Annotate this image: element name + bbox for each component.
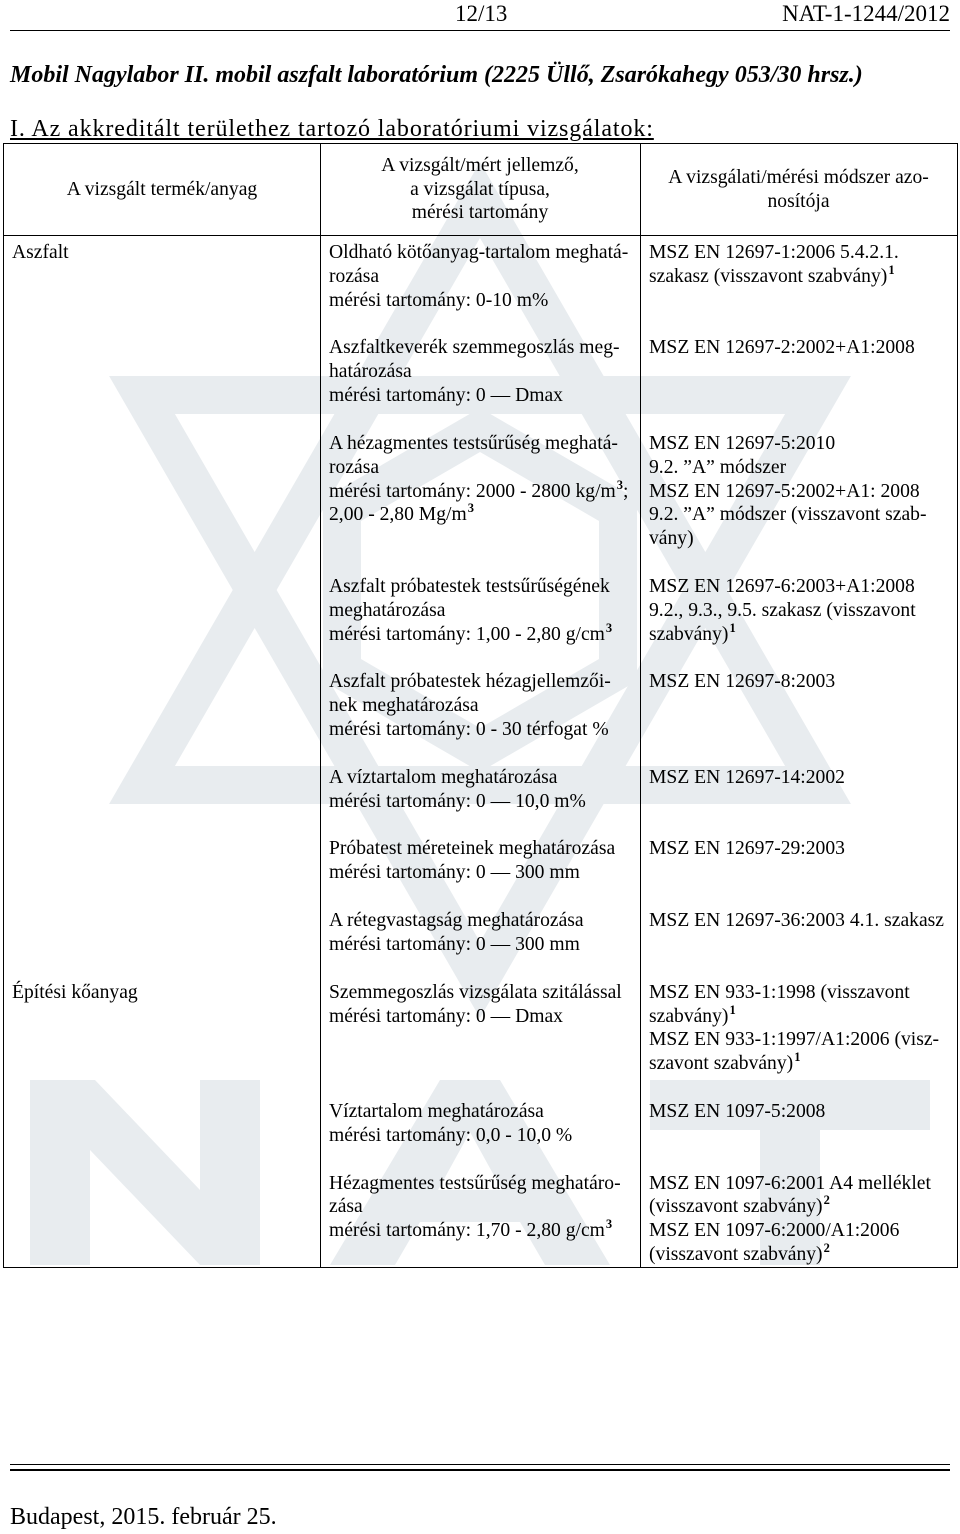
cell-line bbox=[329, 432, 640, 456]
cell-text: Hézagmentes testsűrűség meghatáro- bbox=[329, 1172, 621, 1194]
cell-text: mérési tartomány: 0-10 m% bbox=[329, 289, 549, 311]
cell-text: 9.2. ”A” módszer bbox=[649, 456, 787, 478]
cell-line bbox=[329, 265, 640, 289]
cell-line bbox=[329, 384, 640, 408]
method-cell bbox=[640, 670, 957, 742]
cell-line bbox=[329, 766, 640, 790]
property-cell bbox=[320, 837, 640, 885]
method-cell bbox=[640, 981, 957, 1076]
table-header-row bbox=[4, 144, 957, 236]
cell-text: rozása bbox=[329, 265, 380, 287]
cell-text: 9.2. ”A” módszer (visszavont szab- bbox=[649, 504, 927, 526]
cell-text: határozása bbox=[329, 361, 412, 383]
cell-text: meghatározása bbox=[329, 599, 446, 621]
property-cell bbox=[320, 909, 640, 957]
cell-line bbox=[329, 837, 640, 861]
cell-text: MSZ EN 12697-29:2003 bbox=[649, 838, 845, 860]
cell-line bbox=[329, 861, 640, 885]
product-cell bbox=[4, 981, 320, 1076]
cell-line bbox=[649, 432, 957, 456]
cell-text: A víztartalom meghatározása bbox=[329, 766, 558, 788]
cell-line bbox=[329, 981, 640, 1005]
product-cell bbox=[4, 241, 320, 313]
column-divider bbox=[320, 144, 321, 1267]
method-cell bbox=[640, 1172, 957, 1267]
property-cell bbox=[320, 766, 640, 814]
table-row bbox=[4, 837, 957, 909]
cell-line bbox=[649, 599, 957, 623]
cell-line bbox=[649, 241, 957, 265]
cell-text: MSZ EN 12697-1:2006 5.4.2.1. bbox=[649, 242, 899, 263]
cell-text: A vizsgált/mért jellemző, bbox=[381, 154, 579, 176]
header-product bbox=[4, 144, 320, 235]
cell-line bbox=[329, 909, 640, 933]
footnote-marker: 1 bbox=[729, 1002, 736, 1017]
product-cell bbox=[4, 766, 320, 814]
document-id: NAT-1-1244/2012 bbox=[782, 1, 950, 26]
method-cell bbox=[640, 432, 957, 551]
cell-text: Aszfalt próbatestek testsűrűségének bbox=[329, 576, 610, 598]
footnote-marker: 3 bbox=[616, 477, 624, 492]
cell-line bbox=[12, 241, 320, 265]
cell-text: vány) bbox=[649, 528, 694, 550]
table-row bbox=[4, 909, 957, 981]
cell-line bbox=[649, 480, 957, 504]
cell-text: A rétegvastagság meghatározása bbox=[329, 910, 584, 932]
footer-rule bbox=[10, 1464, 950, 1471]
property-cell bbox=[320, 432, 640, 551]
cell-text: MSZ EN 933-1:1997/A1:2006 (visz- bbox=[649, 1029, 940, 1051]
cell-text: MSZ EN 12697-14:2002 bbox=[649, 766, 845, 788]
cell-line bbox=[649, 262, 957, 289]
footnote-marker: 1 bbox=[729, 620, 736, 635]
cell-line bbox=[649, 909, 957, 933]
cell-line bbox=[381, 154, 579, 178]
cell-line bbox=[649, 1028, 957, 1052]
cell-line bbox=[668, 166, 929, 190]
cell-text: nek meghatározása bbox=[329, 695, 479, 717]
cell-text: A hézagmentes testsűrűség meghatá- bbox=[329, 432, 618, 454]
header-method bbox=[640, 144, 957, 235]
cell-text: szakasz (visszavont szabvány) bbox=[649, 265, 888, 287]
cell-line bbox=[329, 1005, 640, 1029]
property-cell bbox=[320, 1100, 640, 1148]
table-row bbox=[4, 432, 957, 575]
cell-text: 2,00 - 2,80 Mg/m bbox=[329, 504, 467, 526]
cell-line bbox=[649, 670, 957, 694]
cell-text: MSZ EN 12697-5:2010 bbox=[649, 432, 836, 454]
cell-line bbox=[649, 1052, 957, 1076]
method-cell bbox=[640, 909, 957, 957]
accreditation-table bbox=[3, 143, 958, 1268]
table-body bbox=[4, 236, 957, 1267]
table-row bbox=[4, 575, 957, 670]
table-row bbox=[4, 981, 957, 1100]
cell-text: A vizsgálati/mérési módszer azo- bbox=[668, 166, 929, 188]
cell-text: Oldható kötőanyag-tartalom meghatá- bbox=[329, 242, 629, 263]
cell-line bbox=[649, 766, 957, 790]
cell-text: a vizsgálat típusa, bbox=[410, 178, 550, 200]
cell-text: MSZ EN 12697-5:2002+A1: 2008 bbox=[649, 480, 920, 502]
cell-text: mérési tartomány: 0 — Dmax bbox=[329, 1005, 563, 1027]
cell-line bbox=[649, 1172, 957, 1196]
cell-line bbox=[329, 360, 640, 384]
property-cell bbox=[320, 336, 640, 408]
header-property bbox=[320, 144, 640, 235]
cell-text: mérési tartomány: 1,00 - 2,80 g/cm bbox=[329, 623, 605, 645]
cell-line bbox=[767, 190, 829, 214]
cell-line bbox=[649, 336, 957, 360]
footnote-marker: 2 bbox=[823, 1193, 830, 1208]
cell-line bbox=[329, 241, 640, 265]
cell-line bbox=[329, 599, 640, 623]
cell-line bbox=[649, 981, 957, 1005]
cell-text: Aszfalt bbox=[12, 242, 69, 263]
method-cell bbox=[640, 1100, 957, 1148]
cell-line bbox=[329, 1124, 640, 1148]
product-cell bbox=[4, 670, 320, 742]
cell-text: MSZ EN 1097-6:2000/A1:2006 bbox=[649, 1220, 900, 1242]
cell-text: mérési tartomány: 0 — 10,0 m% bbox=[329, 790, 586, 812]
cell-text: A vizsgált termék/anyag bbox=[66, 178, 258, 200]
page-number: 12/13 bbox=[455, 1, 508, 26]
method-cell bbox=[640, 575, 957, 647]
method-cell bbox=[640, 837, 957, 885]
footnote-marker: 1 bbox=[794, 1050, 801, 1065]
cell-line bbox=[649, 575, 957, 599]
property-cell bbox=[320, 575, 640, 647]
cell-text: MSZ EN 1097-5:2008 bbox=[649, 1100, 826, 1122]
cell-text: szavont szabvány) bbox=[649, 1053, 794, 1075]
cell-line bbox=[649, 1195, 957, 1219]
cell-line bbox=[329, 503, 640, 527]
cell-line bbox=[329, 1172, 640, 1196]
cell-line bbox=[329, 1219, 640, 1243]
footer-place-date: Budapest, 2015. február 25. bbox=[10, 1504, 277, 1530]
method-cell bbox=[640, 241, 957, 313]
cell-text: mérési tartomány: 0,0 - 10,0 % bbox=[329, 1124, 573, 1146]
cell-line bbox=[649, 1100, 957, 1124]
cell-text: MSZ EN 12697-36:2003 4.1. szakasz bbox=[649, 910, 944, 932]
cell-line bbox=[12, 981, 320, 1005]
table-row bbox=[4, 241, 957, 336]
cell-line bbox=[329, 670, 640, 694]
cell-text: 9.2., 9.3., 9.5. szakasz (visszavont bbox=[649, 599, 916, 621]
footnote-marker: 3 bbox=[605, 1217, 613, 1232]
table-row bbox=[4, 336, 957, 431]
product-cell bbox=[4, 909, 320, 957]
cell-line bbox=[329, 790, 640, 814]
cell-line bbox=[329, 718, 640, 742]
cell-line bbox=[329, 336, 640, 360]
property-cell bbox=[320, 981, 640, 1076]
method-cell bbox=[640, 766, 957, 814]
cell-text: Építési kőanyag bbox=[12, 981, 138, 1003]
cell-text: Aszfalt próbatestek hézagjellemzői- bbox=[329, 671, 611, 693]
product-cell bbox=[4, 432, 320, 551]
cell-text: szabvány) bbox=[649, 623, 729, 645]
product-cell bbox=[4, 1172, 320, 1267]
footnote-marker: 2 bbox=[823, 1241, 830, 1256]
cell-text: (visszavont szabvány) bbox=[649, 1196, 823, 1218]
cell-text: Víztartalom meghatározása bbox=[329, 1100, 544, 1122]
cell-line bbox=[329, 1100, 640, 1124]
cell-text: mérési tartomány: 2000 - 2800 kg/m bbox=[329, 480, 616, 502]
cell-line bbox=[329, 933, 640, 957]
cell-line bbox=[329, 477, 640, 504]
product-cell bbox=[4, 1100, 320, 1148]
cell-text: mérési tartomány: 0 — 300 mm bbox=[329, 862, 580, 884]
cell-line bbox=[649, 1219, 957, 1243]
cell-text: MSZ EN 12697-8:2003 bbox=[649, 671, 836, 693]
table-row bbox=[4, 670, 957, 765]
table-row bbox=[4, 1172, 957, 1267]
section-heading: I. Az akkreditált területhez tartozó laboratóriumi vizsgálatok: bbox=[10, 116, 654, 142]
cell-text: (visszavont szabvány) bbox=[649, 1244, 823, 1266]
cell-text: mérési tartomány: 0 - 30 térfogat % bbox=[329, 719, 609, 741]
cell-text: Szemmegoszlás vizsgálata szitálással bbox=[329, 981, 622, 1003]
footnote-marker: 3 bbox=[605, 620, 613, 635]
cell-text: mérési tartomány bbox=[411, 202, 549, 224]
cell-text: szabvány) bbox=[649, 1005, 729, 1027]
cell-text: MSZ EN 12697-6:2003+A1:2008 bbox=[649, 576, 915, 598]
property-cell bbox=[320, 1172, 640, 1267]
cell-line bbox=[67, 178, 257, 202]
cell-text: Próbatest méreteinek meghatározása bbox=[329, 838, 616, 860]
cell-line bbox=[410, 178, 550, 202]
table-row bbox=[4, 766, 957, 838]
laboratory-title: Mobil Nagylabor II. mobil aszfalt laboratórium (2225 Üllő, Zsarókahegy 053/30 hrsz.) bbox=[10, 62, 863, 88]
cell-text: nosítója bbox=[767, 190, 830, 212]
cell-line bbox=[329, 289, 640, 313]
cell-line bbox=[412, 201, 549, 225]
cell-text: rozása bbox=[329, 456, 380, 478]
cell-line bbox=[649, 1243, 957, 1267]
footnote-marker: 3 bbox=[467, 501, 474, 516]
cell-line bbox=[649, 837, 957, 861]
cell-text: zása bbox=[329, 1196, 363, 1218]
cell-line bbox=[649, 620, 957, 647]
cell-text-tail: ; bbox=[623, 480, 629, 502]
page-header bbox=[10, 0, 950, 31]
property-cell bbox=[320, 241, 640, 313]
column-divider bbox=[640, 144, 641, 1267]
product-cell bbox=[4, 837, 320, 885]
product-cell bbox=[4, 575, 320, 647]
cell-text: mérési tartomány: 1,70 - 2,80 g/cm bbox=[329, 1220, 605, 1242]
cell-text: MSZ EN 1097-6:2001 A4 melléklet bbox=[649, 1172, 931, 1194]
cell-text: mérési tartomány: 0 — Dmax bbox=[329, 385, 563, 407]
footnote-marker: 1 bbox=[888, 262, 895, 277]
property-cell bbox=[320, 670, 640, 742]
method-cell bbox=[640, 336, 957, 408]
cell-text: MSZ EN 12697-2:2002+A1:2008 bbox=[649, 337, 915, 359]
cell-line bbox=[329, 620, 640, 647]
cell-line bbox=[649, 1002, 957, 1029]
cell-text: Aszfaltkeverék szemmegoszlás meg- bbox=[329, 337, 620, 359]
cell-line bbox=[329, 694, 640, 718]
cell-line bbox=[649, 527, 957, 551]
cell-line bbox=[329, 1195, 640, 1219]
cell-line bbox=[329, 575, 640, 599]
cell-line bbox=[649, 456, 957, 480]
cell-line bbox=[329, 456, 640, 480]
cell-text: MSZ EN 933-1:1998 (visszavont bbox=[649, 981, 910, 1003]
cell-line bbox=[649, 503, 957, 527]
cell-text: mérési tartomány: 0 — 300 mm bbox=[329, 933, 580, 955]
table-row bbox=[4, 1100, 957, 1172]
product-cell bbox=[4, 336, 320, 408]
